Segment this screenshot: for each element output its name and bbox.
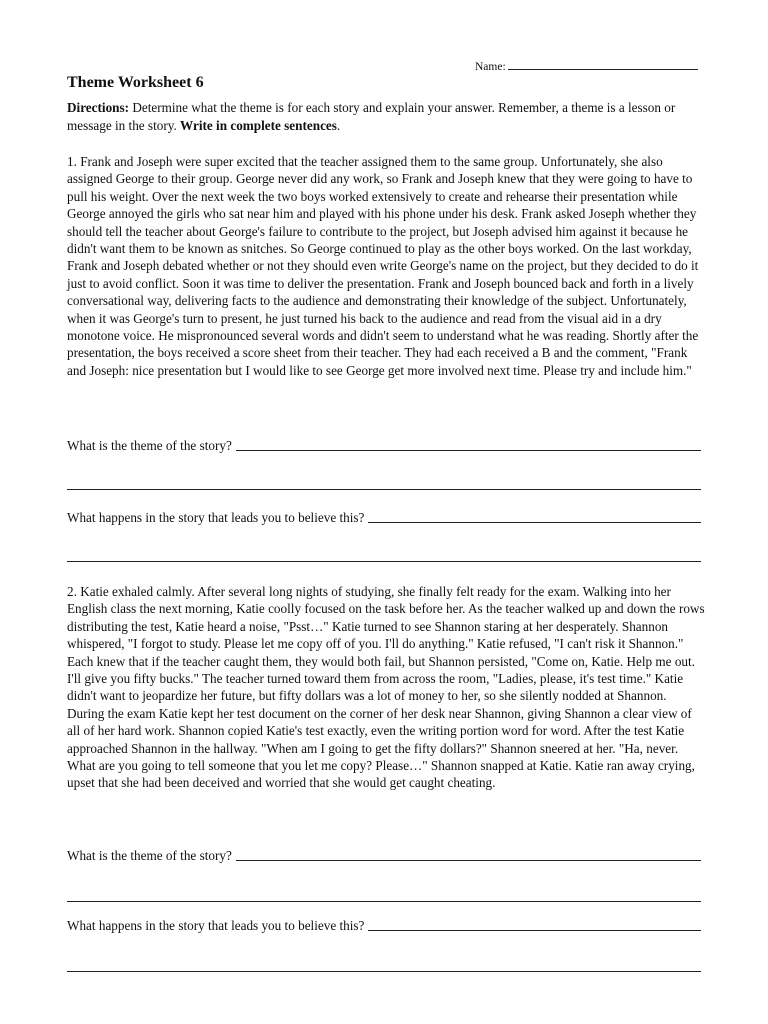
- name-field-row: [475, 58, 705, 73]
- name-label: Name:: [475, 61, 506, 73]
- story-2-text: 2. Katie exhaled calmly. After several long nights of studying, she finally felt ready for the exam. Walking into her English class the next morning, Katie coolly focused on the task before her. As the teacher walked up and down the rows distributing the test, Katie heard a noise, "Psst…" Katie turned to see Shannon staring at her desperately. Shannon whispered, "I forgot to study. Please let me copy off of you. I'll do anything." Katie refused, "I can't risk it Shannon." Each knew that if the teacher caught them, they would both fail, but Shannon persisted, "Come on, Katie. Help me out. I'll give you fifty bucks." The teacher turned toward them from across the room, "Ladies, please, it's test time." Katie didn't want to jeopardize her future, but fifty dollars was a lot of money to her, so she silently nodded at Shannon. During the exam Katie kept her test document on the corner of her desk near Shannon, giving Shannon a clear view of all of her hard work. Shannon copied Katie's test exactly, even the writing portion word for word. After the test Katie approached Shannon in the hallway. "When am I going to get the fifty dollars?" Shannon sneered at her. "Ha, never. What are you going to tell someone that you let me copy? Please…" Shannon snapped at Katie. Katie ran away crying, upset that she had been deceived and worried that she would get caught cheating.: [67, 584, 705, 791]
- story-2-theme-question: [67, 848, 701, 864]
- directions-emphasis: Write in complete sentences: [180, 118, 337, 133]
- answer-blank[interactable]: [236, 848, 701, 861]
- directions-end: .: [336, 118, 341, 133]
- question-text: What is the theme of the story?: [67, 438, 232, 453]
- name-blank-line[interactable]: [508, 58, 698, 70]
- question-text: What is the theme of the story?: [67, 848, 232, 863]
- question-text: What happens in the story that leads you to believe this?: [67, 510, 365, 525]
- directions: [67, 99, 707, 135]
- answer-blank[interactable]: [236, 438, 701, 451]
- story-1-evidence-answer-line[interactable]: [67, 561, 701, 562]
- story-1-theme-question: [67, 438, 701, 454]
- answer-blank[interactable]: [368, 918, 701, 931]
- directions-text: Determine what the theme is for each story and explain your answer. Remember, a theme is a lesson or message in the story.: [67, 100, 676, 133]
- question-text: What happens in the story that leads you to believe this?: [67, 918, 365, 933]
- answer-blank[interactable]: [368, 510, 701, 523]
- worksheet-title: Theme Worksheet 6: [67, 74, 204, 91]
- story-1-theme-answer-line[interactable]: [67, 489, 701, 490]
- story-1-text: 1. Frank and Joseph were super excited that the teacher assigned them to the same group. Unfortunately, she also assigned George to their group. George never did any work, so Frank and Joseph knew that they were going to have to pull his weight. Over the next week the two boys worked extensively to create and rehearse their presentation while George annoyed the girls who sat near him and played with his phone under his desk. Frank asked Joseph whether they should tell the teacher about George's failure to contribute to the project, but Joseph advised him against it because he didn't want them to be known as snitches. So George continued to play as the other boys worked. On the last workday, Frank and Joseph debated whether or not they should even write George's name on the project, but they decided to do it just to avoid conflict. Soon it was time to deliver the presentation. Frank and Joseph bounced back and forth in a lively conversational way, delivering facts to the audience and demonstrating their knowledge of the subject. Unfortunately, when it was George's turn to present, he just turned his back to the audience and read from the visual aid in a dry monotone voice. He mispronounced several words and didn't seem to understand what he was reading. Shortly after the presentation, the boys received a score sheet from their teacher. They had each received a B and the comment, "Frank and Joseph: nice presentation but I would like to see George get more involved next time. Please try and include him.": [67, 154, 699, 378]
- story-1-evidence-question: [67, 510, 701, 526]
- story-2-evidence-answer-line[interactable]: [67, 971, 701, 972]
- story-2-theme-answer-line[interactable]: [67, 901, 701, 902]
- story-2-evidence-question: [67, 918, 701, 934]
- directions-label: Directions:: [67, 100, 130, 115]
